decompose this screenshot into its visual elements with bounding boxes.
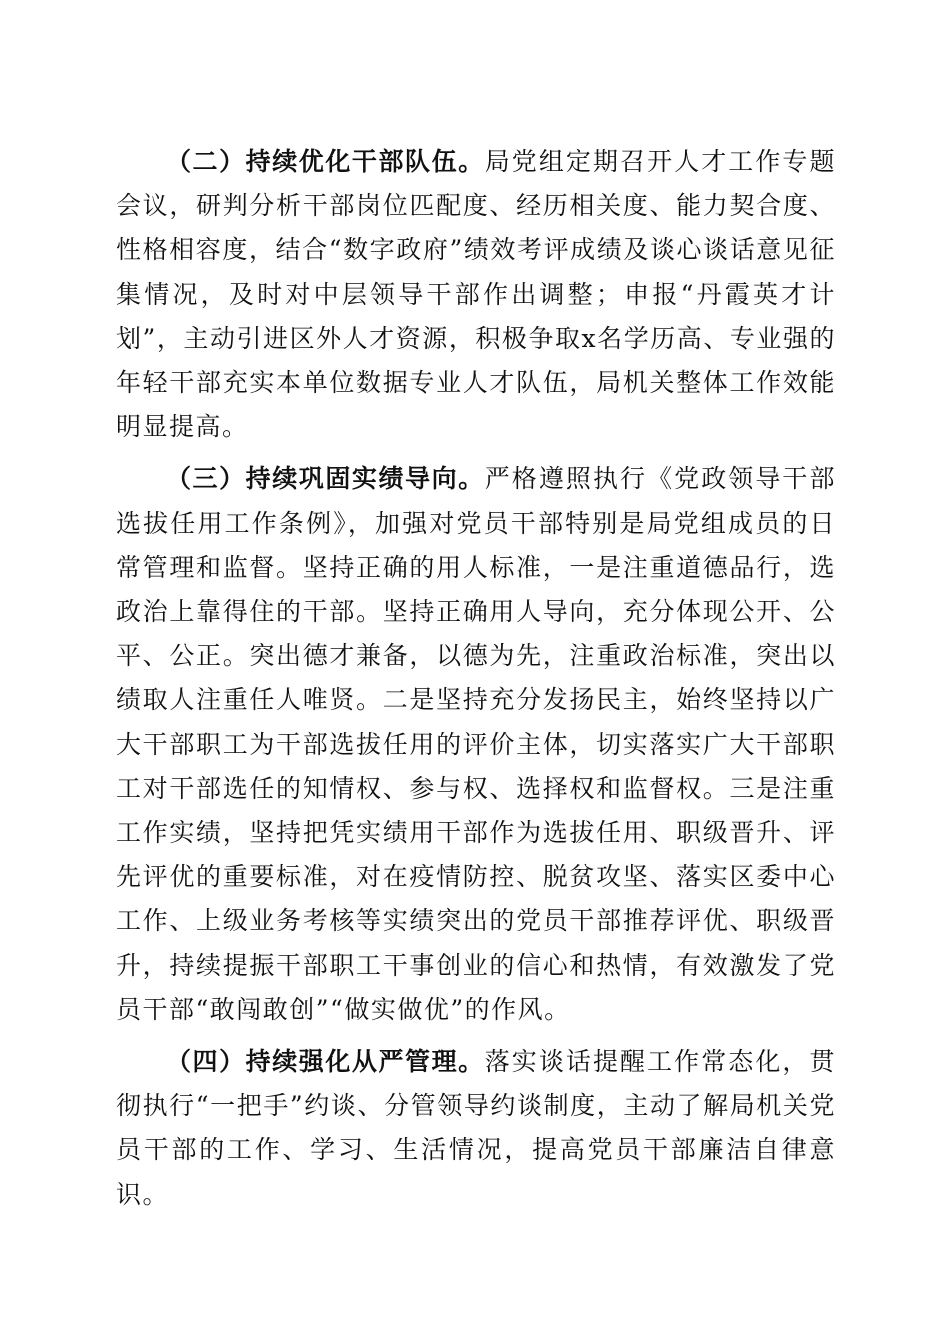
- section-heading: （四）持续强化从严管理。: [166, 1047, 485, 1077]
- paragraph-text: 落实谈话提醒工作常态化，贯彻执行“一把手”约谈、分管领导约谈制度，主动了解局机关党员干部的工作、学习、生活情况，提高党员干部廉洁自律意识。: [116, 1047, 836, 1209]
- paragraph-text: 局党组定期召开人才工作专题会议，研判分析干部岗位匹配度、经历相关度、能力契合度、性格相容度，结合“数字政府”绩效考评成绩及谈心谈话意见征集情况，及时对中层领导干部作出调整；申报“丹霞英才计划”，主动引进区外人才资源，积极争取x名学历高、专业强的年轻干部充实本单位数据专业人才队伍，局机关整体工作效能明显提高。: [116, 147, 836, 442]
- section-heading: （二）持续优化干部队伍。: [166, 147, 485, 176]
- section-heading: （三）持续巩固实绩导向。: [166, 464, 485, 494]
- document-body: [116, 140, 836, 1225]
- paragraph-strict-management: [116, 1040, 836, 1217]
- paragraph-cadre-team: [116, 140, 836, 449]
- paragraph-text: 严格遵照执行《党政领导干部选拔任用工作条例》，加强对党员干部特别是局党组成员的日常管理和监督。坚持正确的用人标准，一是注重道德品行，选政治上靠得住的干部。坚持正确用人导向，充分体现公开、公平、公正。突出德才兼备，以德为先，注重政治标准，突出以绩取人注重任人唯贤。二是坚持充分发扬民主，始终坚持以广大干部职工为干部选拔任用的评价主体，切实落实广大干部职工对干部选任的知情权、参与权、选择权和监督权。三是注重工作实绩，坚持把凭实绩用干部作为选拔任用、职级晋升、评先评优的重要标准，对在疫情防控、脱贫攻坚、落实区委中心工作、上级业务考核等实绩突出的党员干部推荐评优、职级晋升，持续提振干部职工干事创业的信心和热情，有效激发了党员干部“敢闯敢创”“做实做优”的作风。: [116, 464, 836, 1024]
- paragraph-performance-orientation: [116, 457, 836, 1032]
